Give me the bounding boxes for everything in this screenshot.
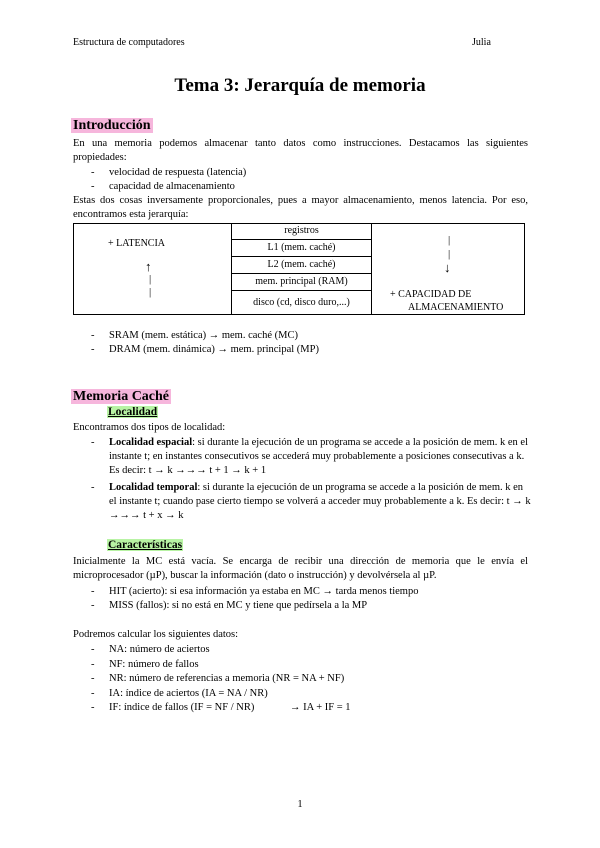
- arrow-shaft: |: [448, 248, 451, 260]
- capacity-label-1: + CAPACIDAD DE: [390, 289, 472, 300]
- locality-intro: Encontramos dos tipos de localidad:: [73, 422, 226, 433]
- calc-intro: Podremos calcular los siguientes datos:: [73, 629, 239, 640]
- memory-hierarchy-table: [73, 223, 525, 315]
- features-heading-text: Características: [108, 539, 183, 551]
- intro-paragraph-2: Estas dos cosas inversamente proporcionales, pues a mayor almacenamiento, menos latencia. Por eso, encontramos esta jerarquía:: [73, 195, 528, 220]
- intro-heading: [71, 117, 153, 135]
- list-item: - IA: índice de aciertos (IA = NA / NR): [91, 688, 268, 699]
- cache-heading: [71, 388, 171, 406]
- header-left: Estructura de computadores: [73, 37, 185, 48]
- list-item: - SRAM (mem. estática) → mem. caché (MC): [91, 330, 298, 341]
- list-item: - NR: número de referencias a memoria (NR = NA + NF): [91, 673, 345, 684]
- features-heading: [107, 538, 183, 553]
- list-item: - Localidad espacial: si durante la ejecución de un programa se accede a la posición de mem. k en el instante t; en instantes consecutivos se accederá muy probablemente a posiciones consecutivas a k. Es decir: t → k →→→ t + 1 → k + 1: [91, 437, 529, 476]
- level-cell: L1 (mem. caché): [232, 240, 371, 257]
- list-item: - Localidad temporal: si durante la ejecución de un programa se accede a la posición de mem. k en el instante t; cuando pase cierto tiempo se volverá a acceder muy probablemente a k. Es decir: t → k →→→ t + x → k: [91, 482, 531, 521]
- cache-heading-text: Memoria Caché: [73, 389, 170, 404]
- page-number: 1: [297, 799, 303, 810]
- list-item: - velocidad de respuesta (latencia): [91, 167, 247, 178]
- locality-heading: [107, 405, 158, 420]
- intro-heading-text: Introducción: [73, 118, 151, 133]
- temporal-text: : si durante la ejecución de un programa se accede a la posición de mem. k en el instante t; cuando pase cierto tiempo se volverá a acceder muy probablemente a k. Es decir: t → k →→→ t + x → k: [109, 482, 531, 521]
- level-cell: registros: [232, 223, 371, 240]
- list-item: - HIT (acierto): si esa información ya estaba en MC → tarda menos tiempo: [91, 586, 419, 597]
- list-item: - DRAM (mem. dinámica) → mem. principal (MP): [91, 344, 319, 355]
- list-item: - NF: número de fallos: [91, 659, 199, 670]
- locality-heading-text: Localidad: [108, 406, 158, 418]
- level-cell: mem. principal (RAM): [232, 274, 371, 291]
- down-arrow-icon: ↓: [444, 260, 451, 275]
- spatial-text: : si durante la ejecución de un programa se accede a la posición de mem. k en el instante t; en instantes consecutivos se accederá muy probablemente a posiciones consecutivas a k. Es decir: t → k →→→ t + 1 → k + 1: [109, 437, 529, 476]
- ia-if-sum: → IA + IF = 1: [290, 702, 351, 713]
- arrow-shaft: |: [149, 273, 152, 285]
- intro-paragraph-1: En una memoria podemos almacenar tanto datos como instrucciones. Destacamos las siguientes propiedades:: [73, 138, 528, 163]
- list-item: - NA: número de aciertos: [91, 644, 210, 655]
- levels-column: [231, 223, 372, 315]
- level-cell: disco (cd, disco duro,...): [253, 297, 350, 308]
- spatial-term: Localidad espacial: [109, 437, 193, 448]
- features-paragraph: Inicialmente la MC está vacía. Se encarga de recibir una dirección de memoria que le envía el microprocesador (µP), buscar la información (dato o instrucción) y devolvérsela al µP.: [73, 556, 528, 581]
- level-cell: L2 (mem. caché): [232, 257, 371, 274]
- page-title: Tema 3: Jerarquía de memoria: [174, 75, 426, 96]
- latency-label: + LATENCIA: [108, 238, 166, 249]
- list-item: - MISS (fallos): si no está en MC y tiene que pedírsela a la MP: [91, 600, 368, 611]
- capacity-label-2: ALMACENAMIENTO: [408, 302, 504, 313]
- list-item: - capacidad de almacenamiento: [91, 181, 235, 192]
- arrow-shaft: |: [149, 286, 152, 298]
- up-arrow-icon: ↑: [145, 259, 152, 274]
- header-right: Julia: [472, 37, 491, 48]
- arrow-shaft: |: [448, 234, 451, 246]
- temporal-term: Localidad temporal: [109, 482, 198, 493]
- list-item: - IF: índice de fallos (IF = NF / NR): [91, 702, 255, 713]
